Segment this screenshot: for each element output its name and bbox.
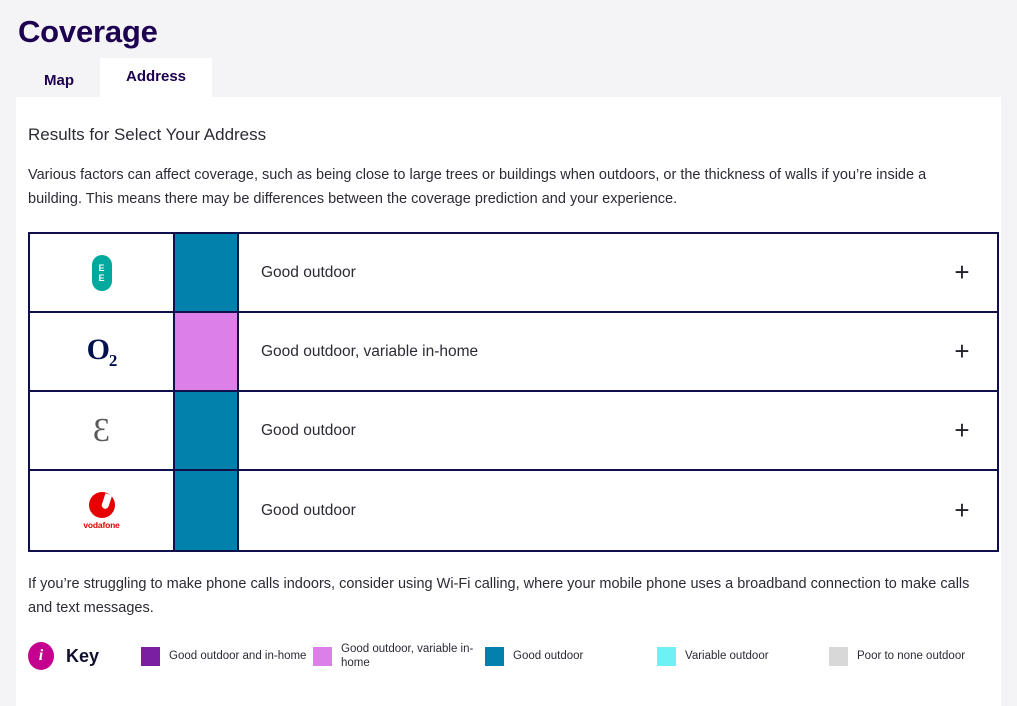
legend-text: Good outdoor and in-home xyxy=(169,650,307,662)
legend-swatch xyxy=(657,647,676,666)
vodafone-icon: vodafone xyxy=(83,492,119,530)
legend-swatch xyxy=(141,647,160,666)
coverage-swatch xyxy=(175,234,239,311)
expand-row-button[interactable]: + xyxy=(954,415,970,445)
legend-items xyxy=(141,642,1001,670)
key-label: Key xyxy=(65,645,99,666)
coverage-status: Good outdoor xyxy=(261,501,356,519)
coverage-swatch xyxy=(175,471,239,550)
coverage-disclaimer: Various factors can affect coverage, such as being close to large trees or buildings when outdoors, or the thickness of walls if you’re inside a building. This means there may be differences between the coverage prediction and your experience. xyxy=(28,167,927,207)
legend-text: Good outdoor xyxy=(513,650,584,662)
key-legend xyxy=(16,620,1001,670)
operator-logo-three xyxy=(30,392,175,469)
operator-logo-ee xyxy=(30,234,175,311)
tab-map[interactable]: Map xyxy=(18,62,100,101)
ee-icon: E E xyxy=(92,255,112,291)
o2-icon: $O_2$ xyxy=(86,332,117,370)
tab-address[interactable]: Address xyxy=(100,58,212,101)
expand-row-button[interactable]: + xyxy=(954,336,970,366)
legend-swatch xyxy=(485,647,504,666)
tab-bar xyxy=(0,62,1017,101)
table-row[interactable] xyxy=(30,313,997,392)
table-row[interactable] xyxy=(30,392,997,471)
wifi-calling-note: If you’re struggling to make phone calls indoors, consider using Wi-Fi calling, where your mobile phone uses a broadband connection to make calls and text messages. xyxy=(28,576,970,616)
legend-item xyxy=(485,647,657,666)
coverage-swatch xyxy=(175,392,239,469)
table-row[interactable] xyxy=(30,471,997,550)
three-icon: 3 xyxy=(93,411,110,449)
legend-text: Variable outdoor xyxy=(685,650,769,662)
results-heading: Results for Select Your Address xyxy=(28,125,267,144)
expand-row-button[interactable]: + xyxy=(954,257,970,287)
legend-text: Poor to none outdoor xyxy=(857,650,966,662)
coverage-status: Good outdoor, variable in-home xyxy=(261,342,479,360)
table-row[interactable] xyxy=(30,234,997,313)
legend-swatch xyxy=(829,647,848,666)
coverage-status: Good outdoor xyxy=(261,421,356,439)
legend-item xyxy=(657,647,829,666)
coverage-status: Good outdoor xyxy=(261,263,356,281)
operator-logo-o2 xyxy=(30,313,175,390)
coverage-table xyxy=(28,232,999,552)
info-icon: i xyxy=(28,642,54,670)
page-title: Coverage xyxy=(18,14,158,49)
legend-item xyxy=(313,642,485,670)
expand-row-button[interactable]: + xyxy=(954,495,970,525)
results-card xyxy=(16,97,1001,706)
legend-item xyxy=(829,647,1001,666)
legend-item xyxy=(141,647,313,666)
operator-logo-vodafone xyxy=(30,471,175,550)
legend-text: Good outdoor, variable in-home xyxy=(341,643,474,669)
coverage-swatch xyxy=(175,313,239,390)
legend-swatch xyxy=(313,647,332,666)
